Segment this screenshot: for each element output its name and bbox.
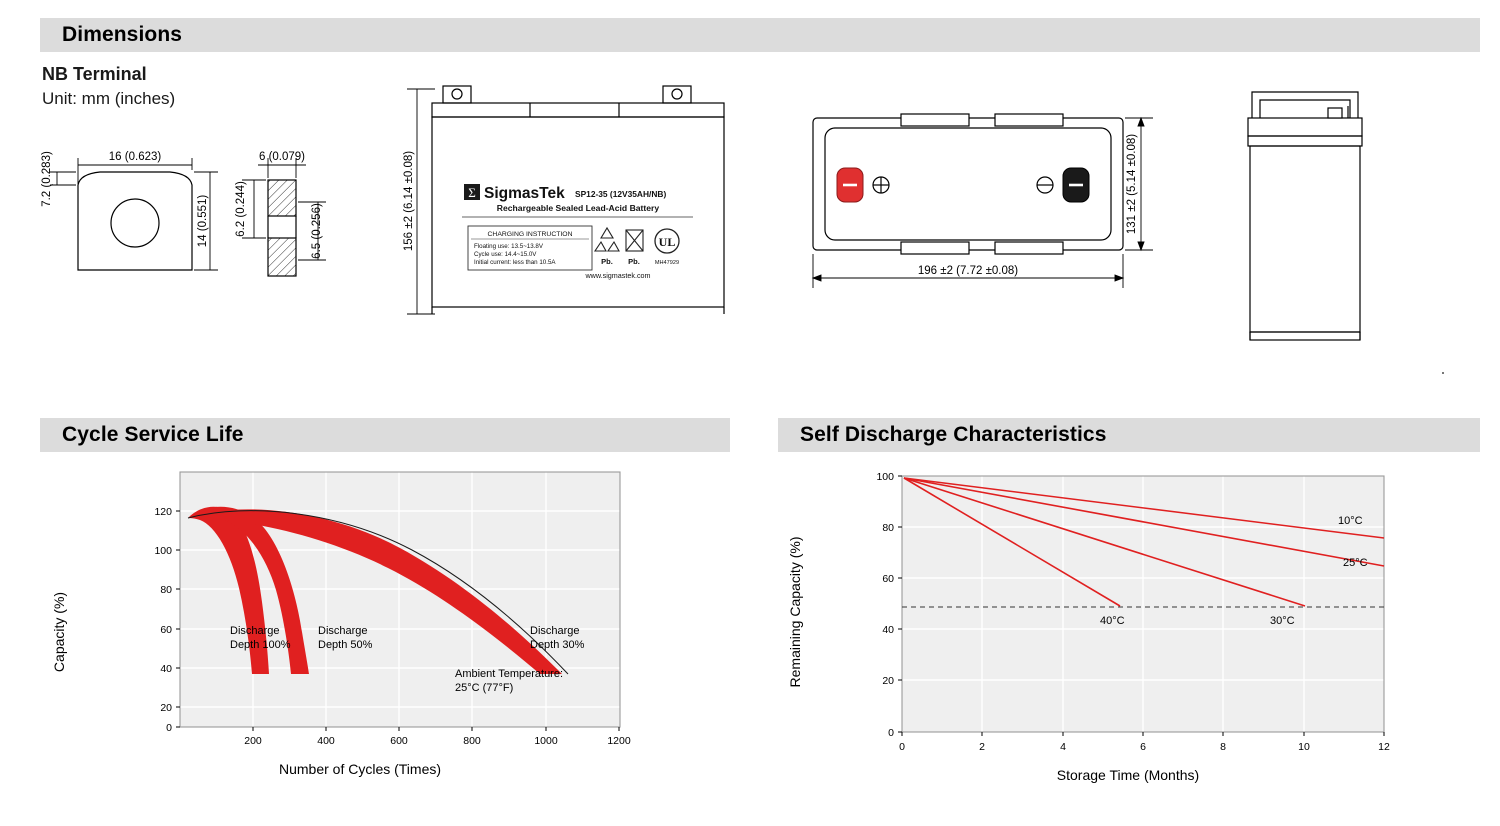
self-series-label-25c: 25°C — [1343, 557, 1368, 569]
ul-file-number: MH47929 — [654, 260, 680, 266]
terminal-outer-height-label: 6.5 (0.256) — [311, 203, 323, 259]
terminal-top-height-label: 7.2 (0.283) — [41, 151, 53, 207]
battery-length-label: 196 ±2 (7.72 ±0.08) — [917, 265, 1019, 277]
dimensions-section-title: Dimensions — [62, 23, 183, 46]
self-ytick-60: 60 — [882, 573, 894, 585]
no-trash-icon — [626, 230, 643, 266]
charging-line-3: Initial current: less than 10.5A — [474, 259, 556, 266]
recycle-icon-label: Pb. — [601, 257, 613, 266]
self-discharge-chart — [778, 462, 1480, 817]
cycle-annotation-dd50-line2: Depth 50% — [318, 639, 373, 651]
cycle-xtick-1000: 1000 — [534, 735, 558, 747]
cycle-annotation-dd100-line2: Depth 100% — [230, 639, 291, 651]
self-ytick-0: 0 — [888, 727, 894, 739]
battery-top-view — [805, 88, 1165, 333]
page-artifact-dot — [1442, 372, 1444, 374]
self-xtick-10: 10 — [1298, 741, 1310, 753]
self-x-axis-title: Storage Time (Months) — [1056, 767, 1200, 783]
cycle-ytick-100: 100 — [154, 545, 172, 557]
self-xtick-2: 2 — [979, 741, 985, 753]
brand-name: SigmasTek — [484, 185, 565, 202]
brand-sigma-glyph: Σ — [468, 185, 476, 200]
cycle-annotation-dd30-line2: Depth 30% — [530, 639, 585, 651]
cycle-ytick-40: 40 — [160, 663, 172, 675]
self-xtick-0: 0 — [899, 741, 905, 753]
no-trash-icon-label: Pb. — [628, 257, 640, 266]
cycle-xtick-600: 600 — [390, 735, 408, 747]
self-series-label-10c: 10°C — [1338, 515, 1363, 527]
cycle-service-life-chart — [40, 462, 730, 817]
battery-model: SP12-35 (12V35AH/NB) — [575, 189, 667, 199]
self-ytick-100: 100 — [876, 471, 894, 483]
self-ytick-40: 40 — [882, 624, 894, 636]
recycle-icon — [595, 228, 619, 266]
self-discharge-title: Self Discharge Characteristics — [800, 423, 1107, 446]
terminal-side-height-label: 14 (0.551) — [197, 194, 209, 248]
battery-case-height-label: 131 ±2 (5.14 ±0.08) — [1126, 133, 1138, 235]
cycle-annotation-dd100-line1: Discharge — [230, 625, 280, 637]
ul-icon — [655, 229, 679, 266]
cycle-xtick-800: 800 — [463, 735, 481, 747]
cycle-y-axis-title: Capacity (%) — [51, 591, 67, 673]
battery-height-label: 156 ±2 (6.14 ±0.08) — [403, 150, 415, 252]
cycle-annotation-dd50-line1: Discharge — [318, 625, 368, 637]
self-xtick-12: 12 — [1378, 741, 1390, 753]
cycle-annotation-dd30-line1: Discharge — [530, 625, 580, 637]
self-xtick-4: 4 — [1060, 741, 1066, 753]
self-xtick-6: 6 — [1140, 741, 1146, 753]
terminal-detail-drawing — [30, 140, 370, 325]
cycle-x-axis-title: Number of Cycles (Times) — [278, 761, 442, 777]
cycle-annotation-ambient-line2: 25°C (77°F) — [455, 682, 514, 694]
self-ytick-20: 20 — [882, 675, 894, 687]
cycle-ytick-0: 0 — [166, 722, 172, 734]
terminal-inner-height-label: 6.2 (0.244) — [235, 181, 247, 237]
cycle-ytick-80: 80 — [160, 584, 172, 596]
battery-front-view — [395, 78, 740, 333]
cycle-ytick-60: 60 — [160, 624, 172, 636]
self-y-axis-title: Remaining Capacity (%) — [787, 536, 803, 688]
unit-label: Unit: mm (inches) — [42, 89, 176, 108]
self-series-label-40c: 40°C — [1100, 615, 1125, 627]
svg-text:UL: UL — [658, 235, 676, 249]
terminal-plate-thickness-label: 6 (0.079) — [258, 151, 306, 163]
cycle-annotation-ambient-line1: Ambient Temperature: — [455, 668, 564, 680]
cycle-xtick-400: 400 — [317, 735, 335, 747]
dimensions-section-header — [40, 18, 1480, 52]
battery-subtitle: Rechargeable Sealed Lead-Acid Battery — [496, 203, 660, 213]
charging-instruction-heading: CHARGING INSTRUCTION — [487, 231, 573, 238]
self-discharge-section-header — [778, 418, 1480, 452]
terminal-top-width-label: 16 (0.623) — [108, 151, 162, 163]
charging-line-2: Cycle use: 14.4~15.0V — [474, 251, 537, 258]
charging-line-1: Floating use: 13.5~13.8V — [474, 243, 543, 250]
cycle-xtick-200: 200 — [244, 735, 262, 747]
cycle-service-life-title: Cycle Service Life — [62, 423, 244, 446]
cycle-xtick-1200: 1200 — [607, 735, 631, 747]
self-xtick-8: 8 — [1220, 741, 1226, 753]
battery-side-view — [1230, 78, 1430, 363]
self-ytick-80: 80 — [882, 522, 894, 534]
cycle-ytick-20: 20 — [160, 702, 172, 714]
self-series-label-30c: 30°C — [1270, 615, 1295, 627]
cycle-service-life-section-header — [40, 418, 730, 452]
website-label: www.sigmastek.com — [585, 271, 651, 280]
cycle-ytick-120: 120 — [154, 506, 172, 518]
nb-terminal-title: NB Terminal — [42, 64, 147, 84]
